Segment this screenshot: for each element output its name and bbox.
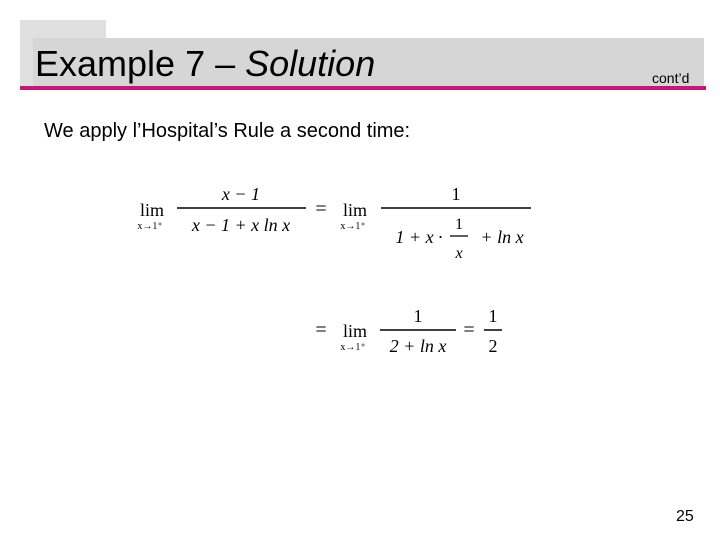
lim-subscript-3: x→1⁺ <box>340 342 366 353</box>
step2-denominator: 2 + ln x <box>389 336 447 356</box>
step1-numerator: 1 <box>451 184 461 204</box>
continued-label: cont’d <box>652 70 690 86</box>
step2-numerator: 1 <box>413 306 423 326</box>
lhs-denominator: x − 1 + x ln x <box>191 215 291 235</box>
lhs-numerator: x − 1 <box>221 184 261 204</box>
result-numerator: 1 <box>488 306 498 326</box>
lim-subscript: x→1⁺ <box>137 221 163 232</box>
equals-sign-2: = <box>315 319 327 341</box>
result-denominator: 2 <box>488 336 498 356</box>
lim-operator-2: lim <box>342 200 368 220</box>
lim-operator-3: lim <box>342 321 368 341</box>
step1-denominator-a: 1 + x · <box>395 227 443 247</box>
title-solution: Solution <box>245 43 376 84</box>
inner-fraction-numerator: 1 <box>455 216 463 233</box>
lim-operator: lim <box>139 200 165 220</box>
title-main: Example 7 – <box>35 43 246 84</box>
step1-denominator-b: + ln x <box>480 227 524 247</box>
page-number: 25 <box>676 508 694 525</box>
intro-text: We apply l’Hospital’s Rule a second time: <box>44 120 411 142</box>
lim-subscript-2: x→1⁺ <box>340 221 366 232</box>
equals-sign-1: = <box>315 198 327 220</box>
equals-sign-3: = <box>463 319 475 341</box>
inner-fraction-denominator: x <box>455 245 463 262</box>
